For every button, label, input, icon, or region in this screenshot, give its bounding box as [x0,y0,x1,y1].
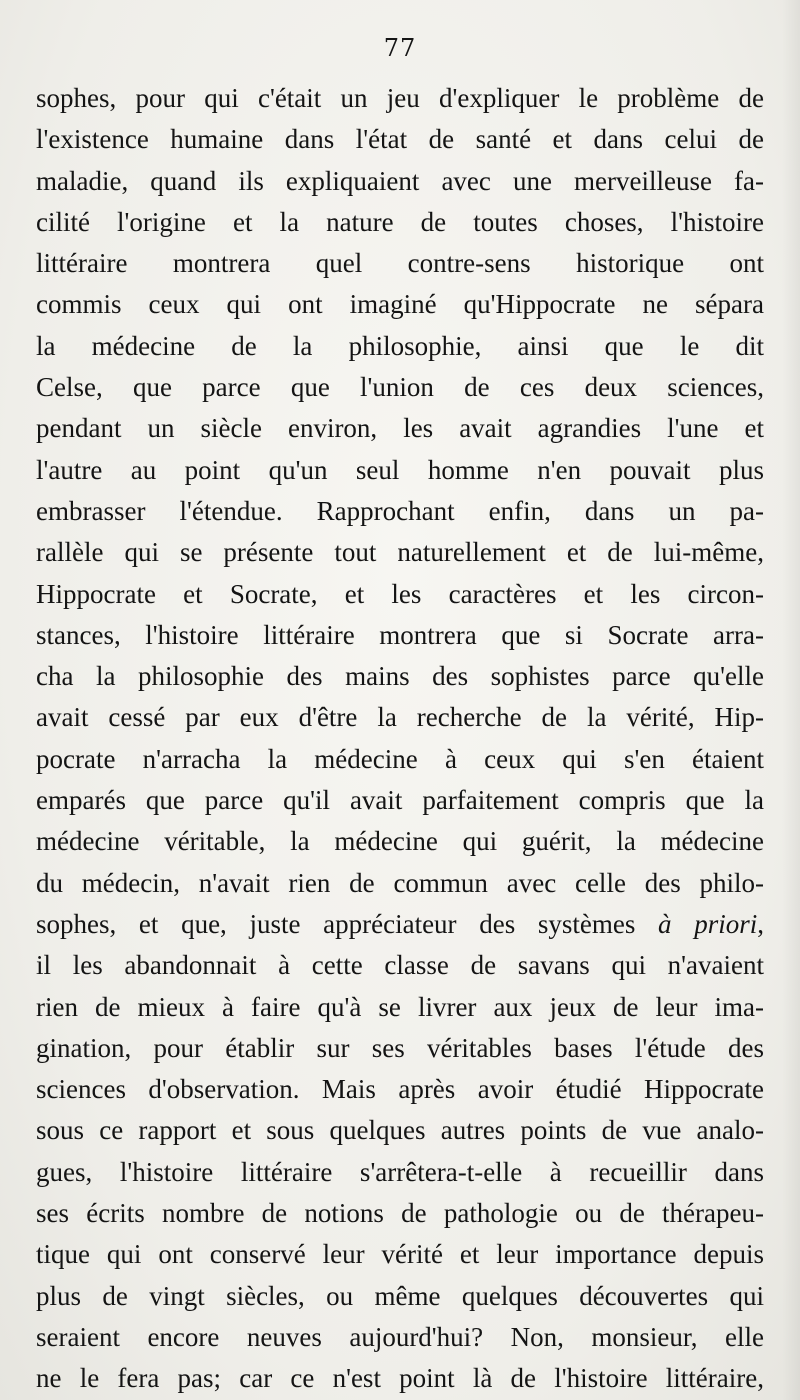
text-line: tique qui ont conservé leur vérité et leur importance depuis [36,1239,764,1270]
text-line-segment: sophes, et que, juste appréciateur des systèmes [36,908,636,939]
text-line: il les abandonnait à cette classe de savans qui n'avaient [36,950,764,981]
page-number: 77 [383,34,417,62]
text-line: plus de vingt siècles, ou même quelques découvertes qui [36,1280,764,1311]
text-line: gination, pour établir sur ses véritables bases l'étude des [36,1032,764,1063]
text-line: l'existence humaine dans l'état de santé et dans celui de [36,124,764,155]
text-line: stances, l'histoire littéraire montrera que si Socrate arra- [36,619,764,650]
text-line: pendant un siècle environ, les avait agrandies l'une et [36,413,764,444]
text-line: littéraire montrera quel contre-sens historique ont [36,248,764,279]
text-line: rien de mieux à faire qu'à se livrer aux jeux de leur ima- [36,991,764,1022]
text-line: ses écrits nombre de notions de pathologie ou de thérapeu- [36,1198,764,1229]
text-line: la médecine de la philosophie, ainsi que le dit [36,330,764,361]
text-line: gues, l'histoire littéraire s'arrêtera-t-elle à recueillir dans [36,1156,764,1187]
text-line: Hippocrate et Socrate, et les caractères et les circon- [36,578,764,609]
text-line: sophes, pour qui c'était un jeu d'expliquer le problème de [36,83,764,113]
text-line: embrasser l'étendue. Rapprochant enfin, dans un pa- [36,495,764,526]
text-line: avait cessé par eux d'être la recherche de la vérité, Hip- [36,702,764,733]
italic-suffix: , [757,908,764,939]
text-line: rallèle qui se présente tout naturellement et de lui-même, [36,537,764,568]
text-line: commis ceux qui ont imaginé qu'Hippocrate ne sépara [36,289,764,320]
text-line: emparés que parce qu'il avait parfaitement compris que la [36,785,764,816]
text-line: Celse, que parce que l'union de ces deux sciences, [36,372,764,403]
body-text [36,78,764,1400]
text-line: cilité l'origine et la nature de toutes choses, l'histoire [36,206,764,237]
text-line: sciences d'observation. Mais après avoir étudié Hippocrate [36,1074,764,1105]
page-edge-shadow [782,0,800,1400]
italic-phrase: à priori [658,908,758,939]
text-line: du médecin, n'avait rien de commun avec celle des philo- [36,867,764,898]
text-line: sous ce rapport et sous quelques autres points de vue analo- [36,1115,764,1146]
text-line: seraient encore neuves aujourd'hui? Non, monsieur, elle [36,1321,764,1352]
text-line: ne le fera pas; car ce n'est point là de l'histoire littéraire, [36,1363,764,1394]
text-line: maladie, quand ils expliquaient avec une merveilleuse fa- [36,165,764,196]
text-line: cha la philosophie des mains des sophistes parce qu'elle [36,661,764,692]
text-line: médecine véritable, la médecine qui guérit, la médecine [36,826,764,857]
text-line-with-italic [36,904,764,945]
text-line: pocrate n'arracha la médecine à ceux qui s'en étaient [36,743,764,774]
text-line: l'autre au point qu'un seul homme n'en pouvait plus [36,454,764,485]
